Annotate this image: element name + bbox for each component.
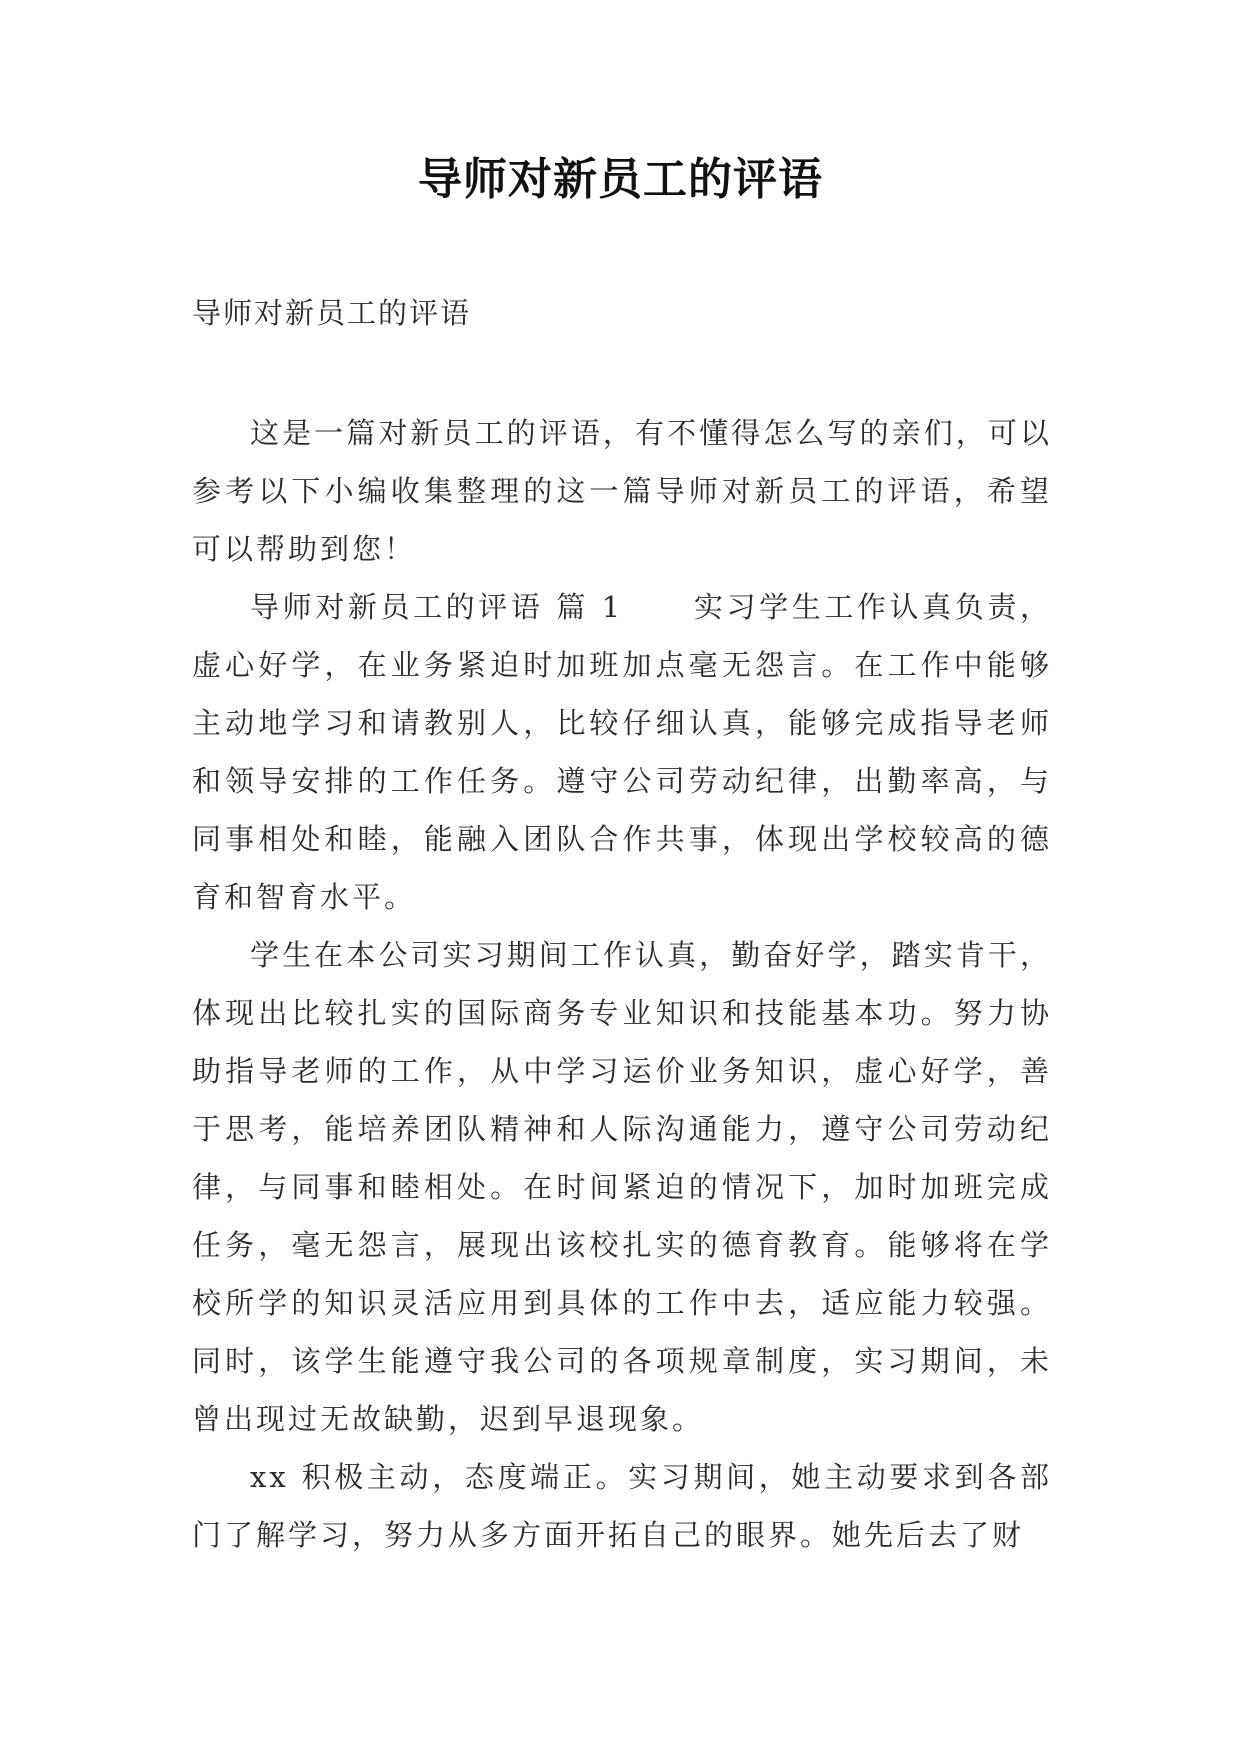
document-subtitle: 导师对新员工的评语	[192, 296, 472, 330]
paragraph-text: 学生在本公司实习期间工作认真，勤奋好学，踏实肯干，体现出比较扎实的国际商务专业知识和技能基本功。努力协助指导老师的工作，从中学习运价业务知识，虚心好学，善于思考，能培养团队精神和人际沟通能力，遵守公司劳动纪律，与同事和睦相处。在时间紧迫的情况下，加时加班完成任务，毫无怨言，展现出该校扎实的德育教育。能够将在学校所学的知识灵活应用到具体的工作中去，适应能力较强。同时，该学生能遵守我公司的各项规章制度，实习期间，未曾出现过无故缺勤，迟到早退现象。	[192, 938, 1052, 1436]
paragraph-text: xx 积极主动，态度端正。实习期间，她主动要求到各部门了解学习，努力从多方面开拓自己的眼界。她先后去了财	[192, 1460, 1052, 1552]
paragraph-body	[192, 926, 1052, 1448]
paragraph-text: 这是一篇对新员工的评语，有不懂得怎么写的亲们，可以参考以下小编收集整理的这一篇导师对新员工的评语，希望可以帮助到您！	[192, 416, 1052, 566]
paragraph-section-1	[192, 578, 1052, 926]
document-title: 导师对新员工的评语	[418, 154, 823, 205]
section-heading: 导师对新员工的评语 篇 1	[250, 590, 624, 624]
paragraph-body	[192, 1448, 1052, 1564]
document-body	[192, 404, 1052, 1564]
paragraph-text: 实习学生工作认真负责，虚心好学，在业务紧迫时加班加点毫无怨言。在工作中能够主动地学习和请教别人，比较仔细认真，能够完成指导老师和领导安排的工作任务。遵守公司劳动纪律，出勤率高，与同事相处和睦，能融入团队合作共事，体现出学校较高的德育和智育水平。	[192, 590, 1052, 914]
paragraph-intro	[192, 404, 1052, 578]
